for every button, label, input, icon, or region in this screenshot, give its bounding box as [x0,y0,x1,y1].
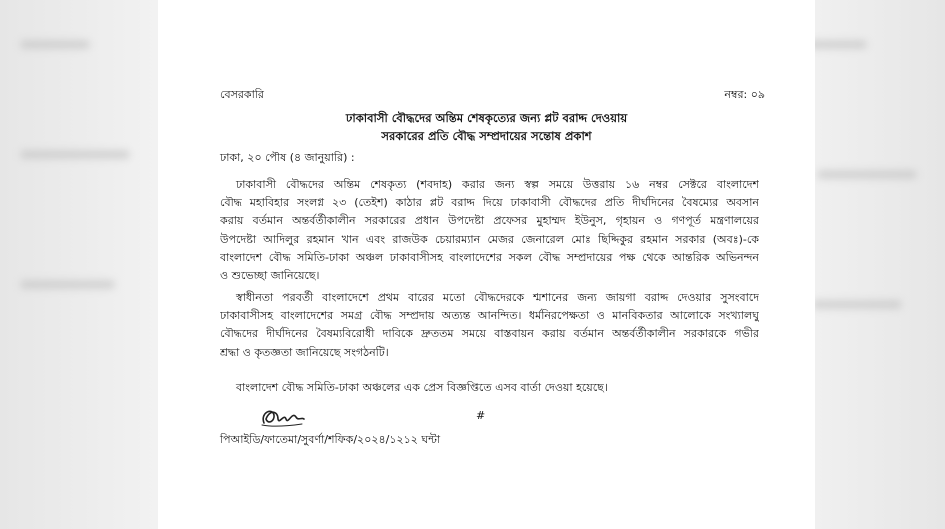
headline-line-1: ঢাকাবাসী বৌদ্ধদের অন্তিম শেষকৃত্যের জন্য প্লট বরাদ্দ দেওয়ায় [345,111,628,125]
press-release-page [158,0,815,529]
end-mark: # [476,409,486,422]
paragraph-2-line: বৌদ্ধদের দীর্ঘদিনের বৈষম্যবিরোধী দাবিকে দ্রুততম সময়ে বাস্তবায়ন করায় বর্তমান অন্তর্বর্তীকালীন সরকারকে গভীর [220,327,759,341]
signature-image [258,405,306,431]
category-label: বেসরকারি [220,88,264,101]
blurred-text [807,40,867,49]
paragraph-2-line: স্বাধীনতা পরবর্তী বাংলাদেশে প্রথম বারের মতো বৌদ্ধদেরকে শ্মশানের জন্য জায়গা বরাদ্দ দেওয়ার সুসংবাদে [236,291,759,304]
footer-code: পিআইডি/ফাতেমা/সুবর্ণা/শফিক/২০২৪/১২১২ ঘন্টা [220,433,441,446]
paragraph-1-line: বৌদ্ধ মহাবিহার সংলগ্ন ২৩ (তেইশ) কাঠার প্লট বরাদ্দ দিয়ে ঢাকাবাসী বৌদ্ধদের প্রতি দীর্ঘদিনের বৈষম্যের অবসান [220,196,759,210]
blurred-background-left [0,0,158,529]
paragraph-1 [220,176,759,285]
paragraph-2-line: শ্রদ্ধা ও কৃতজ্ঞতা জানিয়েছে সংগঠনটি। [220,345,389,359]
dateline: ঢাকা, ২০ পৌষ (৪ জানুয়ারি) : [220,151,355,164]
blurred-text [20,40,90,49]
blurred-text [20,280,115,289]
release-number: নম্বর: ০৯ [724,88,765,101]
paragraph-3: বাংলাদেশ বৌদ্ধ সমিতি-ঢাকা অঞ্চলের এক প্রেস বিজ্ঞপ্তিতে এসব বার্তা দেওয়া হয়েছে। [236,381,608,394]
blurred-text [817,170,917,179]
paragraph-2 [220,289,759,362]
paragraph-1-line: করায় বর্তমান অন্তর্বর্তীকালীন সরকারের প্রধান উপদেষ্টা প্রফেসর মুহাম্মদ ইউনুস, গৃহায়ন ও গণপূর্ত মন্ত্রণালয়ের [220,214,759,228]
headline-line-2: সরকারের প্রতি বৌদ্ধ সম্প্রদায়ের সন্তোষ প্রকাশ [381,129,592,143]
blurred-text [20,150,130,159]
paragraph-1-line: উপদেষ্টা আদিলুর রহমান খান এবং রাজউক চেয়ারম্যান মেজর জেনারেল মোঃ ছিদ্দিকুর রহমান সরকার (অবঃ)-কে [220,232,759,246]
paragraph-1-line: ঢাকাবাসী বৌদ্ধদের অন্তিম শেষকৃত্য (শবদাহ) করার জন্য স্বল্প সময়ে উত্তরায় ১৬ নম্বর সেক্টরে বাংলাদেশ [236,178,759,191]
paragraph-1-line: ও শুভেচ্ছা জানিয়েছে। [220,269,320,283]
paragraph-2-line: ঢাকাবাসীসহ বাংলাদেশের সমগ্র বৌদ্ধ সম্প্রদায় অত্যন্ত আনন্দিত। ধর্মনিরপেক্ষতা ও মানবিকতার আলোকে সংখ্যালঘু [220,309,759,323]
blurred-text [812,300,902,309]
paragraph-1-line: বাংলাদেশ বৌদ্ধ সমিতি-ঢাকা অঞ্চল ঢাকাবাসীসহ বাংলাদেশের সকল বৌদ্ধ সম্প্রদায়ের পক্ষ থেকে আন্তরিক অভিনন্দন [220,250,759,264]
